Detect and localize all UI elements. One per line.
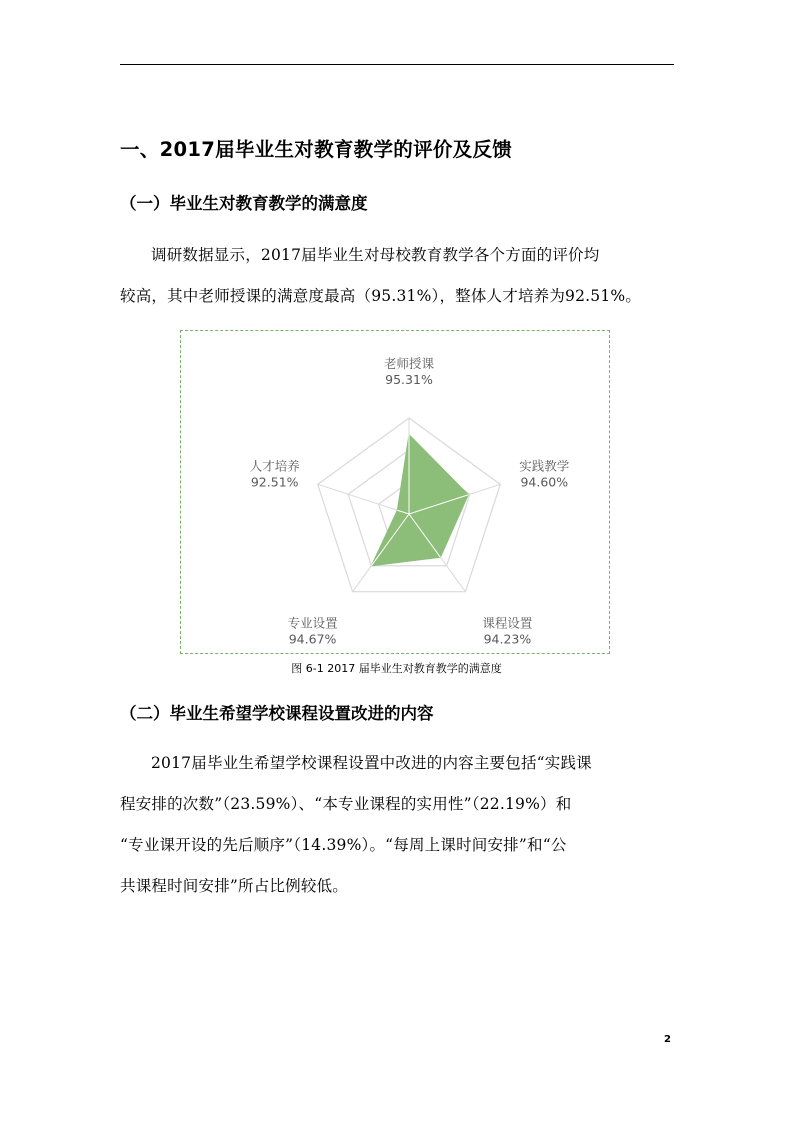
- section-2-paragraph-line-1: 2017届毕业生希望学校课程设置中改进的内容主要包括“实践课: [151, 754, 592, 772]
- radar-category-label: 老师授课: [383, 356, 435, 371]
- section-2-paragraph-line-2: 程安排的次数”（23.59%）、“本专业课程的实用性”（22.19%）和: [120, 795, 572, 813]
- radar-chart-svg: [181, 331, 611, 655]
- section-1-paragraph-line-2: 较高，其中老师授课的满意度最高（95.31%），整体人才培养为92.51%。: [120, 287, 642, 305]
- header-rule: [120, 64, 674, 65]
- section-1-title: （一）毕业生对教育教学的满意度: [120, 194, 368, 213]
- radar-value-label: 94.23%: [483, 631, 532, 647]
- page-heading: 一、2017届毕业生对教育教学的评价及反馈: [120, 138, 513, 161]
- radar-value-label: 94.60%: [520, 474, 569, 490]
- section-1-paragraph-line-1: 调研数据显示，2017届毕业生对母校教育教学各个方面的评价均: [151, 246, 600, 264]
- section-2-paragraph-line-3: “专业课开设的先后顺序”（14.39%）。“每周上课时间安排”和“公: [120, 836, 567, 854]
- radar-value-label: 95.31%: [385, 372, 433, 387]
- radar-category-label: 课程设置: [482, 615, 533, 631]
- radar-value-label: 94.67%: [288, 631, 337, 647]
- section-2-paragraph: [120, 743, 675, 907]
- radar-category-label: 专业设置: [287, 615, 338, 631]
- radar-value-label: 92.51%: [250, 474, 299, 490]
- radar-chart: [180, 330, 610, 654]
- section-2-paragraph-line-4: 共课程时间安排”所占比例较低。: [120, 877, 348, 895]
- radar-category-label: 实践教学: [519, 458, 570, 474]
- figure-caption: 图 6-1 2017 届毕业生对教育教学的满意度: [291, 662, 502, 675]
- page-number: 2: [664, 1034, 671, 1045]
- radar-category-label: 人才培养: [249, 458, 300, 474]
- section-1-paragraph: [120, 235, 675, 317]
- section-2-title: （二）毕业生希望学校课程设置改进的内容: [120, 704, 434, 723]
- radar-axis-line: [318, 484, 409, 514]
